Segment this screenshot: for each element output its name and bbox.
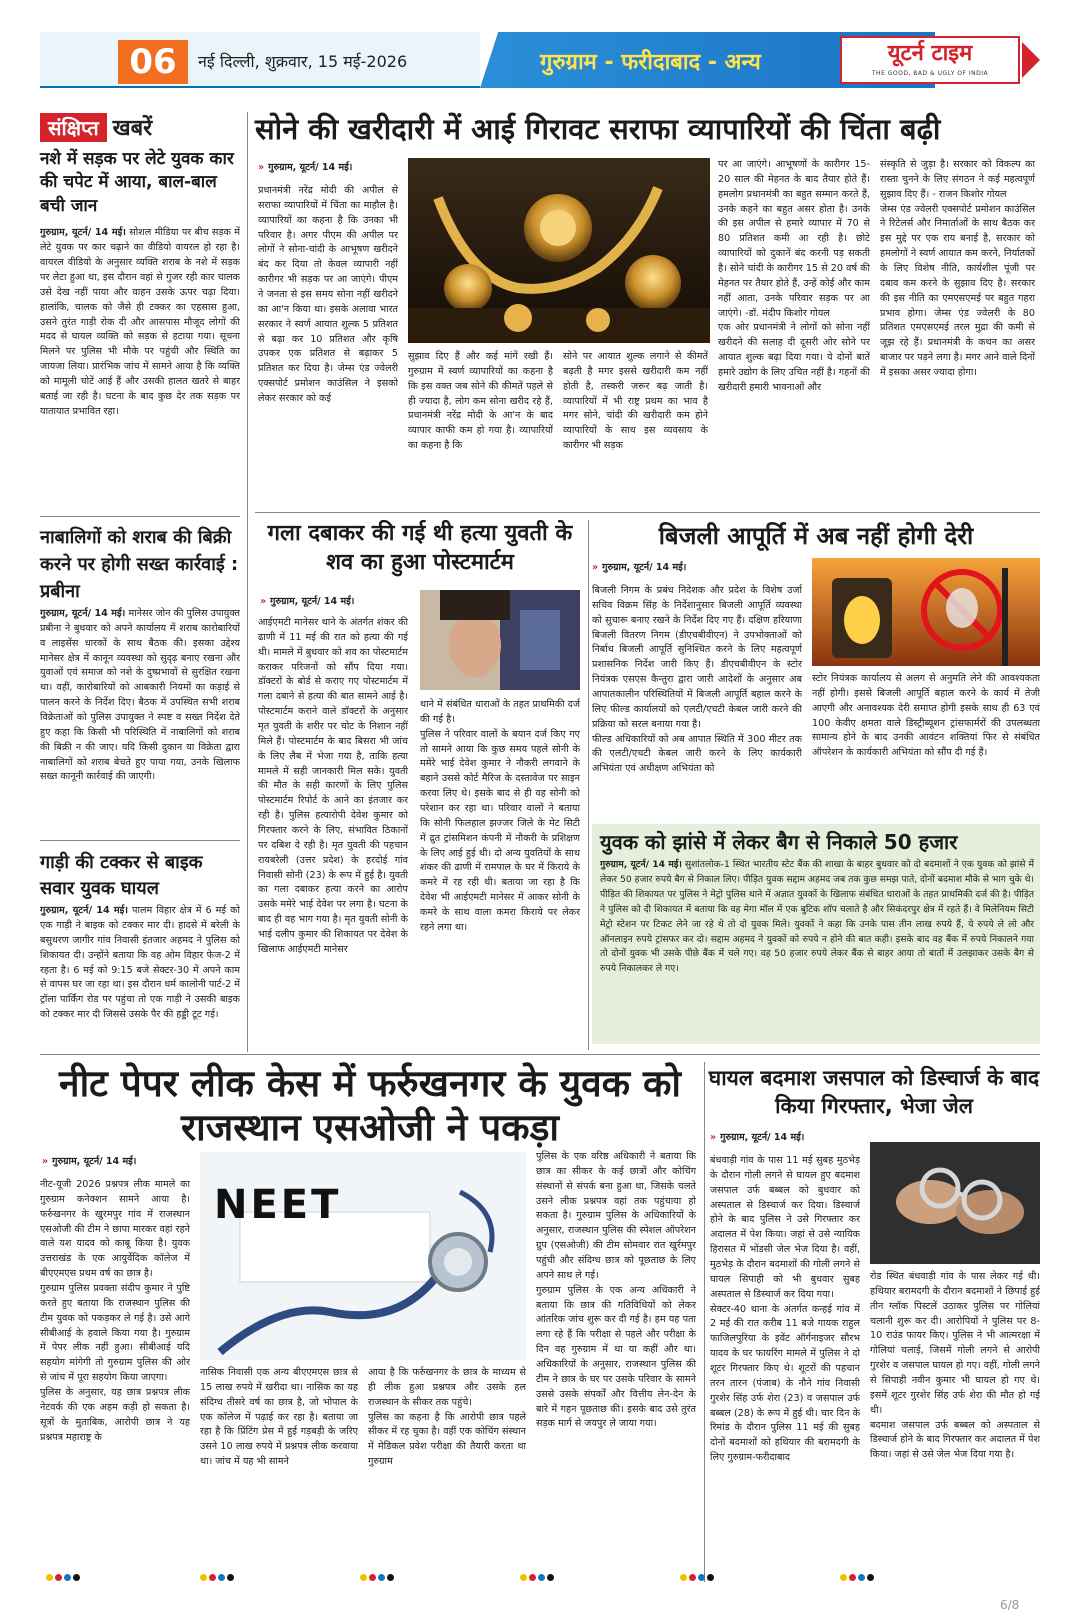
lead-col-1: प्रधानमंत्री नरेंद्र मोदी की अपील से सराफा व्यापारियों में चिंता का माहौल है। व्यापारियों का कहना है कि उनका भी परिवार है। अगर पीएम की अपील पर लोगों ने सोना-चांदी के आभूषण खरीदने बंद कर दिया तो केवल व्यापारी नहीं कारीगर भी सड़क पर आ जाएंगे। पीएम ने जनता से इस समय सोना नहीं खरीदने का आ'न किया था। इसके अलावा भारत सरकार ने स्वर्ण आयात शुल्क 5 प्रतिशत से बढ़ा कर 10 प्रतिशत और कृषि उपकर एक प्रतिशत से बढ़ाकर 5 प्रतिशत कर दिया है। जेम्स एंड ज्वेलरी एक्सपोर्ट प्रमोशन काउंसिल ने इसको लेकर सरकार को कई xyxy=(258,185,398,405)
brand-logo xyxy=(840,36,1020,84)
brand-arrow-icon xyxy=(1022,42,1040,78)
story-text: सोशल मीडिया पर बीच सड़क में लेटे युवक पर कार चढ़ाने का वीडियो वायरल हो रहा है। वायरल वीडियो के अनुसार व्यक्ति शराब के नशे में सड़क पर लेटा हुआ था, इस दौरान वहां से गुजर रही कार चालक उसे देख नहीं पाया और वाहन उसके ऊपर चढ़ा दिया। हालांकि, चालक को जैसे ही टक्कर का एहसास हुआ, उसने तुरंत गाड़ी रोक दी और आसपास मौजूद लोगों की मदद से घायल व्यक्ति को सड़क से हटाया गया। सूचना मिलने पर पुलिस भी मौके पर पहुंची और स्थिति का जायजा लिया। प्रारंभिक जांच में सामने आया है कि व्यक्ति को मामूली चोटें आई हैं और उसकी हालत खतरे से बाहर बताई जा रही है। घटना के बाद कुछ देर तक सड़क पर यातायात प्रभावित रहा। xyxy=(40,227,240,417)
page-marker: 6/8 xyxy=(1000,1598,1020,1612)
power-lantern-photo xyxy=(812,558,1040,666)
story-headline: नाबालिगों को शराब की बिक्री करने पर होगी सख्त कार्रवाई : प्रबीना xyxy=(40,527,239,602)
print-registration-marks xyxy=(46,1570,82,1584)
box-body xyxy=(600,858,1034,1034)
divider xyxy=(40,840,240,841)
byline-text: गुरुग्राम, यूटर्न/ 14 मई। xyxy=(52,1156,137,1167)
newspaper-page xyxy=(40,32,1040,1592)
brand-tagline: THE GOOD, BAD & UGLY OF INDIA xyxy=(871,70,989,77)
jaspal-byline: » गुरुग्राम, यूटर्न/ 14 मई। xyxy=(710,1132,805,1143)
lead-headline: सोने की खरीदारी में आई गिरावट सराफा व्यापारियों की चिंता बढ़ी xyxy=(255,112,941,146)
masthead xyxy=(40,32,1040,88)
story-body xyxy=(40,904,240,1054)
murder-byline: » गुरुग्राम, यूटर्न/ 14 मई। xyxy=(260,596,355,607)
story-byline: गुरुग्राम, यूटर्न/ 14 मई। xyxy=(40,905,129,917)
story-text: मानेसर जोन की पुलिस उपायुक्त प्रबीना ने बुधवार को अपने कार्यालय में शराब कारोबारियों व लाइसेंस धारकों के साथ बैठक की। इसका उद्देश्य मानेसर क्षेत्र में कानून व्यवस्था को सुदृढ़ बनाए रखना और युवाओं एवं समाज को नशे के दुष्प्रभावों से सुरक्षित रखना था। वहीं, कारोबारियों को आबकारी नियमों का कड़ाई से पालन करने के निर्देश दिए। बैठक में उपस्थित सभी शराब विक्रेताओं को पुलिस उपायुक्त ने स्पष्ट व सख्त निर्देश देते हुए कहा कि किसी भी परिस्थिति में नाबालिगों को शराब की बिक्री न की जाए। यदि किसी दुकान या विक्रेता द्वारा नाबालिगों को शराब बेचते हुए पाया गया, उनके खिलाफ सख्त कानूनी कार्रवाई की जाएगी। xyxy=(40,608,240,783)
gold-jewellery-photo xyxy=(408,158,710,343)
column-rule xyxy=(588,520,589,1050)
box-text: सुशांतलोक-1 स्थित भारतीय स्टेट बैंक की शाखा के बाहर बुधवार को दो बदमाशों ने एक युवक को झांसे में लेकर 50 हजार रुपये बैग से निकाल लिए। पीड़ित युवक सद्दाम अहमद जब तक कुछ समझ पाते, दोनों बदमाश मौके से भाग चुके थे। पीड़ित की शिकायत पर पुलिस ने मेट्रो पुलिस थाने में अज्ञात युवकों के खिलाफ संबंधित धाराओं के तहत प्राथमिकी दर्ज की है। पीड़ित ने पुलिस को दी शिकायत में बताया कि वह मेगा मॉल में एक बुटिक शॉप चलाते है और सिकंदरपुर क्षेत्र में रहते हैं। वे मिलेनियम सिटी मेट्रो स्टेशन पर टिकट लेने जा रहे थे तो दो युवक मिले। युवकों ने कहा कि उनके पास तीन लाख रुपये हैं, ये रुपये ले लो और ऑनलाइन रुपये ट्रांसफर कर दो। सद्दाम अहमद ने युवकों को रुपये न होने की बात कही। इसके बाद वह बैंक में रुपये निकालने गया तो दोनों युवक भी उसके पीछे बैंक में चले गए। वह 50 हजार रुपये लेकर बैंक से बाहर आया तो बातों में उलझाकर उसके बैग से रुपये निकालकर ले गए। xyxy=(600,859,1034,975)
lead-col-2: सुझाव दिए हैं और कई मांगें रखी हैं। गुरुग्राम में स्वर्ण व्यापारियों का कहना है कि इस वक्त जब सोने की कीमतें पहले से ही ज्यादा है, लोग कम सोना खरीद रहे हैं, प्रधानमंत्री नरेंद्र मोदी के आ'न के बाद व्यापार काफी कम हो गया है। व्यापारियों का कहना है कि xyxy=(408,351,553,452)
lantern-bulb-image xyxy=(812,558,1040,666)
sidebar-story-1 xyxy=(40,148,240,476)
box-story xyxy=(592,824,1040,1044)
print-registration-marks xyxy=(840,1570,876,1584)
neet-photo xyxy=(200,1152,526,1360)
divider xyxy=(40,1054,1040,1055)
murder-headline: गला दबाकर की गई थी हत्या युवती के शव का हुआ पोस्टमार्टम xyxy=(267,521,573,575)
neet-col-3: आया है कि फर्रुखनगर के छात्र के माध्यम से ही लीक हुआ प्रश्नपत्र और उसके हल राजस्थान के सीकर तक पहुंचे। पुलिस का कहना है कि आरोपी छात्र पहले सीकर में रह चुका है। वहीं एक कोचिंग संस्थान में मेडिकल प्रवेश परीक्षा की तैयारी करता था गुरुग्राम xyxy=(368,1367,526,1468)
lead-byline: » गुरुग्राम, यूटर्न/ 14 मई। xyxy=(258,162,353,173)
story-headline: नशे में सड़क पर लेटे युवक कार की चपेट में आया, बाल-बाल बची जान xyxy=(40,149,234,216)
brand-name: यूटर्न टाइम xyxy=(887,41,973,66)
column-rule xyxy=(247,112,248,1052)
brief-news-badge xyxy=(40,112,152,142)
neet-col-1: नीट-यूजी 2026 प्रश्नपत्र लीक मामले का गुरुग्राम कनेक्शन सामने आया है। फर्रुखनगर के खुरमपुर गांव में राजस्थान एसओजी की टीम ने छापा मारकर वहां रहने वाले यश यादव को काबू किया है। युवक उत्तराखंड के एक आयुर्वेदिक कॉलेज में बीएएमएस प्रथम वर्ष का छात्र है। गुरुग्राम पुलिस प्रवक्ता संदीप कुमार ने पुष्टि करते हुए बताया कि राजस्थान पुलिस की टीम युवक को पकड़कर ले गई है। उसे आगे सीबीआई के हवाले किया गया है। गुरुग्राम में पेपर लीक नहीं हुआ। सीबीआई यदि सहयोग मांगेगी तो गुरुग्राम पुलिस की ओर से जांच में पूरा सहयोग किया जाएगा। पुलिस के अनुसार, यह छात्र प्रश्नपत्र लीक नेटवर्क की एक अहम कड़ी हो सकता है। सूत्रों के मुताबिक, आरोपी छात्र ने यह प्रश्नपत्र महाराष्ट्र के xyxy=(40,1179,190,1443)
story-body xyxy=(40,226,240,476)
column-rule xyxy=(704,1062,705,1582)
jaspal-col-2: रोड स्थित बंधवाड़ी गांव के पास लेकर गई थी। हथियार बरामदगी के दौरान बदमाशों ने छिपाई हुई तीन ग्लॉक पिस्टलें उठाकर पुलिस पर गोलियां चलानी शुरू कर दी। आरोपियों ने पुलिस पर 8-10 राउंड फायर किए। पुलिस ने भी आत्मरक्षा में गोलियां चलाई, जिसमें गोली लगने से आरोपी गुरशेर व जसपाल घायल हो गए। वहीं, गोली लगने से सिपाही नवीन कुमार भी घायल हो गए थे। इसमें शूटर गुरशेर सिंह उर्फ शेरा की मौत हो गई थी। बदमाश जसपाल उर्फ बब्बल को अस्पताल से डिस्चार्ज होने के बाद गिरफ्तार कर अदालत में पेश किया। जहां से उसे जेल भेज दिया गया है। xyxy=(870,1271,1040,1461)
victim-image xyxy=(420,590,580,690)
section-title: गुरुग्राम - फरीदाबाद - अन्य xyxy=(540,50,761,75)
print-registration-marks xyxy=(360,1570,396,1584)
power-byline: » गुरुग्राम, यूटर्न/ 14 मई। xyxy=(592,562,687,573)
box-headline: युवक को झांसे में लेकर बैग से निकाले 50 हजार xyxy=(600,830,958,854)
murder-col-2: थाने में संबंधित धाराओं के तहत प्राथमिकी दर्ज की गई है। पुलिस ने परिवार वालों के बयान दर्ज किए गए तो सामने आया कि कुछ समय पहले सोनी के ममेरे भाई देवेश कुमार ने नौकरी लगवाने के बहाने उससे कोर्ट मैरिज के दस्तावेज पर साइन करवा लिए थे। इसके बाद से ही वह सोनी को परेशान कर रहा था। परिवार वालों ने बताया कि सोनी फिलहाल झज्जर जिले के मेट सिटी में द्रुत ट्रांसमिशन कंपनी में नौकरी के प्रशिक्षण के लिए आई हुई थी। दो अन्य युवतियों के साथ शंकर की ढाणी में रामपाल के घर में किराये के कमरे में रह रही थी। बताया जा रहा है कि देवेश भी आईएमटी मानेसर में आकर सोनी के कमरे के साथ वाला कमरा किराये पर लेकर रहने लगा था। xyxy=(420,699,580,933)
murder-col-1: आईएमटी मानेसर थाने के अंतर्गत शंकर की ढाणी में 11 मई की रात को हत्या की गई थी। मामले में बुधवार को शव का पोस्टमार्टम कराकर परिजनों को सौंप दिया गया। डॉक्टरों के बोर्ड से कराए गए पोस्टमार्टम में गला दबाने से हत्या की बात सामने आई है। पोस्टमार्टम कराने वाले डॉक्टरों के अनुसार मृत युवती के शरीर पर चोट के निशान नहीं मिले हैं। पोस्टमार्टम के बाद बिसरा भी जांच के लिए लैब में भेजा गया है, ताकि हत्या मामले में सही जानकारी मिल सके। युवती की मौत के सही कारणों के लिए पुलिस पोस्टमार्टम रिपोर्ट के आने का इंतजार कर रही है। पुलिस हत्यारोपी देवेश कुमार को गिरफ्तार करने के लिए, संभावित ठिकानों पर दबिश दे रही है। मृत युवती की पहचान रायबरेली (उत्तर प्रदेश) के हरदोई गांव निवासी सोनी (23) के रूप में हुई है। युवती का गला दबाकर हत्या करने का आरोप उसके ममेरे भाई देवेश पर लगा है। घटना के बाद ही वह भाग गया है। मृत युवती सोनी के भाई दलीप कुमार की शिकायत पर देवेश के खिलाफ आईएमटी मानेसर xyxy=(258,617,408,955)
byline-text: गुरुग्राम, यूटर्न/ 14 मई। xyxy=(720,1132,805,1143)
brief-label-black: खबरें xyxy=(112,116,153,141)
print-registration-marks xyxy=(520,1570,556,1584)
neet-col-4: पुलिस के एक वरिष्ठ अधिकारी ने बताया कि छात्र का सीकर के कई छात्रों और कोचिंग संस्थानों से संपर्क बना हुआ था, जिसके चलते उसने लीक प्रश्नपत्र वहां तक पहुंचाया हो सकता है। गुरुग्राम पुलिस के अधिकारियों के अनुसार, राजस्थान पुलिस की स्पेशल ऑपरेशन ग्रुप (एसओजी) की टीम सोमवार रात खुर्रमपुर पहुंची और संदिग्ध छात्र को पूछताछ के लिए अपने साथ ले गई। गुरुग्राम पुलिस के एक अन्य अधिकारी ने बताया कि छात्र की गतिविधियों को लेकर आंतरिक जांच शुरू कर दी गई है। हम यह पता लगा रहे हैं कि परीक्षा से पहले और परीक्षा के दिन वह गुरुग्राम में था या कहीं और था। अधिकारियों के अनुसार, राजस्थान पुलिस की टीम ने छात्र के घर पर उसके परिवार के सामने उससे उसके संपर्कों और वित्तीय लेन-देन के बारे में गहन पूछताछ की। इसके बाद उसे तुरंत सड़क मार्ग से जयपुर ले जाया गया। xyxy=(536,1151,696,1430)
power-col-1: बिजली निगम के प्रबंध निदेशक और प्रदेश के विशेष उर्जा सचिव विक्रम सिंह के निर्देशानुसार बिजली आपूर्ति व्यवस्था को सुचारू बनाए रखने के निर्देश दिए गए हैं। दक्षिण हरियाणा बिजली वितरण निगम (डीएचबीवीएन) ने उपभोक्ताओं को निर्बाध बिजली आपूर्ति सुनिश्चित करने के लिए महत्वपूर्ण प्रशासनिक निर्देश जारी किए हैं। डीएचबीवीएन के स्टोर नियंत्रक एसएस कैन्तुरा द्वारा जारी आदेशों के अनुसार अब आपातकालीन परिस्थितियों में बिजली आपूर्ति बहाल करने के लिए फील्ड कार्यालयों को एलटी/एचटी केबल जारी करने की प्रक्रिया को सरल बनाया गया है। फील्ड अधिकारियों को अब आपात स्थिति में 300 मीटर तक की एलटी/एचटी केबल जारी करने के लिए कार्यकारी अभियंता एवं अधीक्षण अभियंता को xyxy=(592,585,802,775)
story-body xyxy=(40,607,240,837)
lead-col-4: पर आ जाएंगे। आभूषणों के कारीगर 15-20 साल की मेहनत के बाद तैयार होते हैं। हमलोग प्रधानमंत्री का बहुत सम्मान करते हैं, उनके कहने का बहुत असर होता है। उनके की इस अपील से हमारे व्यापार में 70 से 80 प्रतिशत कमी आ रही है। छोटे व्यापारियों को दुकानें बंद करनी पड़ सकती है। सोने चांदी के कारीगर 15 से 20 वर्ष की मेहनत पर तैयार होते हैं, उन्हें कोई और काम नहीं आता, उनके परिवार सड़क पर आ जाएंगे। -डॉ. मंदीप किशोर गोयल एक ओर प्रधानमंत्री ने लोगों को सोना नहीं खरीदने की सलाह दी दूसरी ओर सोने पर आयात शुल्क बढ़ा दिया गया। ये दोनों बातें हमारे उद्योग के लिए उचित नहीं है। गहनों की खरीदारी हमारी भावनाओं और xyxy=(718,159,870,393)
brief-label-red: संक्षिप्त xyxy=(40,113,107,142)
jaspal-headline: घायल बदमाश जसपाल को डिस्चार्ज के बाद किया गिरफ्तार, भेजा जेल xyxy=(708,1066,1040,1119)
print-registration-marks xyxy=(200,1570,236,1584)
power-headline: बिजली आपूर्ति में अब नहीं होगी देरी xyxy=(658,522,974,550)
sidebar-story-2 xyxy=(40,524,240,837)
story-byline: गुरुग्राम, यूटर्न/ 14 मई। xyxy=(40,608,126,619)
lead-col-5: संस्कृति से जुड़ा है। सरकार को विकल्प का रास्ता चुनने के लिए संगठन ने कई महत्वपूर्ण सुझाव दिए हैं। - राजन किशोर गोयल जेम्स एंड ज्वेलरी एक्सपोर्ट प्रमोशन काउंसिल ने रिटेलर्स और निमार्ताओं के साथ बैठक कर इस मुद्दे पर एक राय बनाई है, सरकार को हमलोगों ने स्वर्ण आयात कम करने, निर्यातकों के लिए विशेष नीति, कार्यशील पूंजी पर दबाव कम करने के सुझाव दिए है। सरकार की इस नीति का एमएसएमई पर बहुत गहरा प्रभाव होगा। जेम्स एंड ज्वेलरी के 80 प्रतिशत एमएसएमई तरल मुद्रा की कमी से जूझ रहे हैं। प्रधानमंत्री के कथन का असर बाजार पर पड़ने लगा है। मगर आने वाले दिनों में इसका असर ज्यादा होगा। xyxy=(880,159,1035,379)
byline-text: गुरुग्राम, यूटर्न/ 14 मई। xyxy=(270,596,355,607)
handcuff-image xyxy=(870,1142,1040,1264)
power-col-2: स्टोर नियंत्रक कार्यालय से अलग से अनुमति लेने की आवश्यकता नहीं होगी। इससे बिजली आपूर्ति बहाल करने के कार्य में तेजी आएगी और अनावश्यक देरी समाप्त होगी इसके साथ ही 63 एवं 100 केवीए क्षमता वाले डिस्ट्रीब्यूशन ट्रांसफार्मरों की उपलब्धता सामान्य होने के बाद उनकी आवंटन शक्तियां फिर से संबंधित ऑपरेशन के कार्यकारी अभियंता को सौंप दी गई हैं। xyxy=(812,673,1040,759)
neet-headline: नीट पेपर लीक केस में फर्रुखनगर के युवक को राजस्थान एसओजी ने पकड़ा xyxy=(59,1062,681,1150)
neet-col-2: नासिक निवासी एक अन्य बीएएमएस छात्र से 15 लाख रुपये में खरीदा था। नासिक का यह संदिग्ध तीसरे वर्ष का छात्र है, जो भोपाल के एक कॉलेज में पढ़ाई कर रहा है। बताया जा रहा है कि प्रिंटिंग प्रेस में हुई गड़बड़ी के जरिए उसने 10 लाख रुपये में प्रश्नपत्र लीक करवाया था। जांच में यह भी सामने xyxy=(200,1367,358,1468)
story-headline: गाड़ी की टक्कर से बाइक सवार युवक घायल xyxy=(40,852,203,900)
page-number: 06 xyxy=(118,40,188,84)
handcuff-photo xyxy=(870,1142,1040,1264)
print-registration-marks xyxy=(680,1570,716,1584)
gold-jewellery-image xyxy=(408,158,710,343)
story-byline: गुरुग्राम, यूटर्न/ 14 मई। xyxy=(40,227,126,239)
story-text: पालम विहार क्षेत्र में 6 मई को एक गाड़ी ने बाइक को टक्कर मार दी। हादसे में बरेली के बसुधरण जागीर गांव निवासी इंतजार अहमद ने पुलिस को शिकायत दी। उन्होंने बताया कि वह ओम विहार फेज-2 में रहता है। 6 मई को 9:15 बजे सेक्टर-30 में अपने काम से वापस घर जा रहा था। इस दौरान धर्म कालोनी पार्ट-2 में ट्रॉला पार्किंग रोड पर पहुंचा तो एक गाड़ी ने उसकी बाइक को टक्कर मार दी जिससे उसके पैर की हड्डी टूट गई। xyxy=(40,905,240,1021)
divider xyxy=(40,516,240,517)
byline-text: गुरुग्राम, यूटर्न/ 14 मई। xyxy=(602,562,687,573)
byline-text: गुरुग्राम, यूटर्न/ 14 मई। xyxy=(268,162,353,173)
neet-byline: » गुरुग्राम, यूटर्न/ 14 मई। xyxy=(42,1156,137,1167)
box-byline: गुरुग्राम, यूटर्न/ 14 मई। xyxy=(600,859,682,870)
neet-image-label: NEET xyxy=(214,1182,342,1228)
victim-photo xyxy=(420,590,580,690)
dateline: नई दिल्ली, शुक्रवार, 15 मई-2026 xyxy=(198,52,408,71)
jaspal-col-1: बंधवाड़ी गांव के पास 11 मई सुबह मुठभेड़ के दौरान गोली लगने से घायल हुए बदमाश जसपाल उर्फ बब्बल को बुधवार को अस्पताल से डिस्चार्ज कर दिया। डिस्चार्ज होने के बाद पुलिस ने उसे गिरफ्तार कर अदालत में पेश किया। जहां से उसे न्यायिक हिरासत में भोंडसी जेल भेज दिया है। वहीं, मुठभेड़ के दौरान बदमाशों की गोली लगने से घायल सिपाही को भी बुधवार सुबह अस्पताल से डिस्चार्ज कर दिया गया। सेक्टर-40 थाना के अंतर्गत कन्हई गांव में 2 मई की रात करीब 11 बजे गायक राहुल फाजिलपुरिया के इवेंट ऑर्गनाइजर सौरभ यादव के घर फायरिंग मामले में पुलिस ने दो शूटर गिरफ्तार किए थे। शूटरों की पहचान तरन तारन (पंजाब) के नौने गांव निवासी गुरशेर सिंह उर्फ शेरा (23) व जसपाल उर्फ बब्बल (28) के रूप में हुई थी। चार दिन के रिमांड के दौरान पुलिस 11 मई की सुबह दोनों बदमाशों को हथियार की बरामदगी के लिए गुरुग्राम-फरीदाबाद xyxy=(710,1155,860,1464)
divider xyxy=(255,512,1040,513)
sidebar-story-3 xyxy=(40,850,240,1054)
lead-col-3: सोने पर आयात शुल्क लगाने से कीमतें बढ़ती है मगर इससे खरीदारी कम नहीं होती है, तस्करी जरूर बढ़ जाती है। व्यापारियों में भी राष्ट्र प्रथम का भाव है मगर सोने, चांदी की खरीदारी कम होने व्यापारियों के साथ इस व्यवसाय के कारीगर भी सड़क xyxy=(563,351,708,452)
